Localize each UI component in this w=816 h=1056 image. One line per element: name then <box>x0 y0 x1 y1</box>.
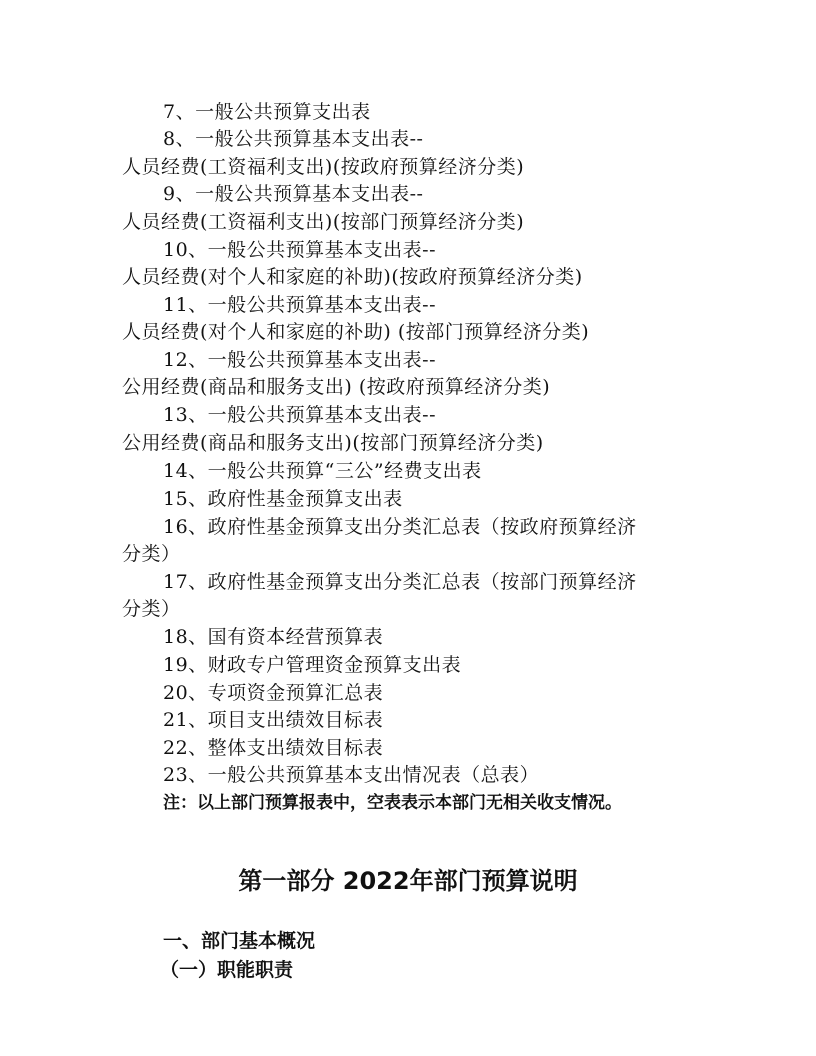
section-heading: 一、部门基本概况 <box>163 930 316 952</box>
list-item: 21、项目支出绩效目标表 <box>163 709 384 731</box>
list-item: 12、一般公共预算基本支出表-- <box>163 349 437 371</box>
list-item: 17、政府性基金预算支出分类汇总表（按部门预算经济 <box>163 571 637 593</box>
list-item: 11、一般公共预算基本支出表-- <box>163 294 437 316</box>
list-item-continuation: 公用经费(商品和服务支出) (按政府预算经济分类) <box>122 376 551 398</box>
subsection-heading: （一）职能职责 <box>160 959 294 981</box>
list-item: 19、财政专户管理资金预算支出表 <box>163 654 462 676</box>
list-item: 7、一般公共预算支出表 <box>163 101 371 123</box>
part-title: 第一部分 2022年部门预算说明 <box>238 867 578 895</box>
note-text: 注：以上部门预算报表中，空表表示本部门无相关收支情况。 <box>163 793 622 813</box>
list-item-continuation: 人员经费(工资福利支出)(按部门预算经济分类) <box>122 211 525 233</box>
list-item: 8、一般公共预算基本支出表-- <box>163 128 424 150</box>
list-item-continuation: 人员经费(对个人和家庭的补助)(按政府预算经济分类) <box>122 266 583 288</box>
list-item: 22、整体支出绩效目标表 <box>163 737 384 759</box>
list-item: 14、一般公共预算“三公”经费支出表 <box>163 460 482 482</box>
list-item-continuation: 分类） <box>122 598 181 620</box>
list-item-continuation: 公用经费(商品和服务支出)(按部门预算经济分类) <box>122 432 544 454</box>
list-item-continuation: 分类） <box>122 543 181 565</box>
list-item: 15、政府性基金预算支出表 <box>163 488 403 510</box>
list-item: 18、国有资本经营预算表 <box>163 626 384 648</box>
list-item-continuation: 人员经费(对个人和家庭的补助) (按部门预算经济分类) <box>122 321 590 343</box>
list-item: 16、政府性基金预算支出分类汇总表（按政府预算经济 <box>163 516 637 538</box>
list-item: 23、一般公共预算基本支出情况表（总表） <box>163 764 540 786</box>
list-item-continuation: 人员经费(工资福利支出)(按政府预算经济分类) <box>122 156 525 178</box>
list-item: 9、一般公共预算基本支出表-- <box>163 183 424 205</box>
list-item: 13、一般公共预算基本支出表-- <box>163 404 437 426</box>
list-item: 10、一般公共预算基本支出表-- <box>163 239 437 261</box>
list-item: 20、专项资金预算汇总表 <box>163 682 384 704</box>
